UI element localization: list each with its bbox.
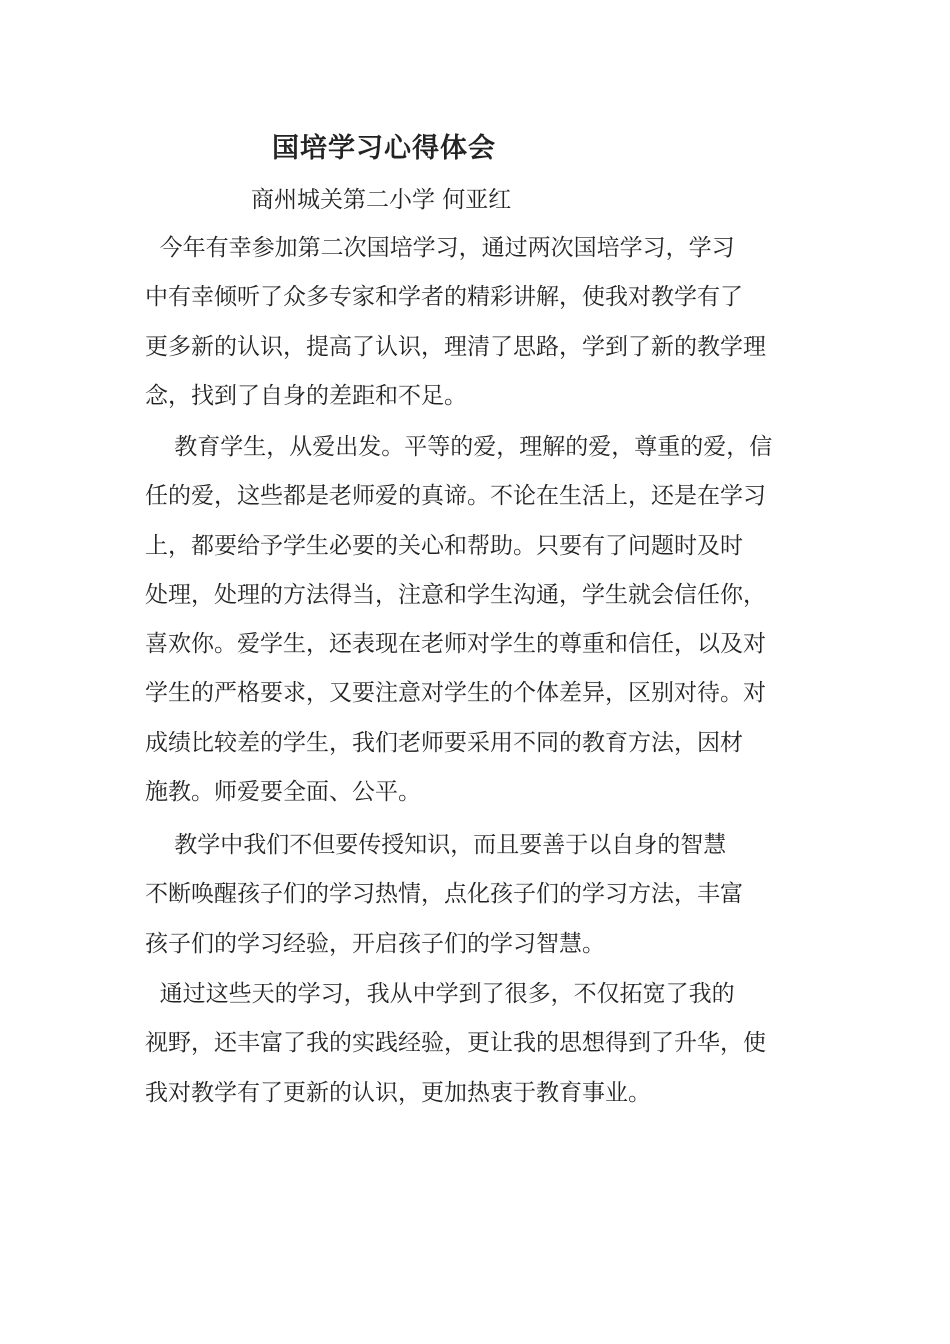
paragraph-1 [145, 224, 810, 421]
paragraph-line: 教学中我们不但要传授知识，而且要善于以自身的智慧 [145, 832, 727, 858]
paragraph-line: 视野，还丰富了我的实践经验，更让我的思想得到了升华，使 [145, 1030, 766, 1057]
paragraph-line: 不断唤醒孩子们的学习热情，点化孩子们的学习方法，丰富 [145, 881, 743, 908]
paragraph-line: 任的爱，这些都是老师爱的真谛。不论在生活上，还是在学习 [145, 483, 766, 510]
paragraph-line: 学生的严格要求，又要注意对学生的个体差异，区别对待。对 [145, 680, 766, 707]
paragraph-2 [145, 423, 810, 817]
paragraph-line: 喜欢你。爱学生，还表现在老师对学生的尊重和信任，以及对 [145, 631, 766, 658]
paragraph-line: 处理，处理的方法得当，注意和学生沟通，学生就会信任你， [145, 581, 766, 608]
paragraph-line: 孩子们的学习经验，开启孩子们的学习智慧。 [145, 930, 605, 957]
paragraph-line: 我对教学有了更新的认识，更加热衷于教育事业。 [145, 1079, 651, 1106]
paragraph-line: 通过这些天的学习，我从中学到了很多，不仅拓宽了我的 [145, 981, 735, 1007]
paragraph-line: 中有幸倾听了众多专家和学者的精彩讲解，使我对教学有了 [145, 284, 743, 311]
paragraph-line: 更多新的认识，提高了认识，理清了思路，学到了新的教学理 [145, 333, 766, 360]
document-title: 国培学习心得体会 [272, 133, 496, 164]
paragraph-line: 成绩比较差的学生，我们老师要采用不同的教育方法，因材 [145, 729, 743, 756]
author-line: 商州城关第二小学 何亚红 [251, 187, 512, 213]
paragraph-line: 施教。师爱要全面、公平。 [145, 779, 421, 806]
paragraph-4 [145, 970, 810, 1118]
paragraph-line: 教育学生，从爱出发。平等的爱，理解的爱，尊重的爱，信 [145, 434, 773, 460]
paragraph-3 [145, 821, 810, 969]
paragraph-line: 今年有幸参加第二次国培学习，通过两次国培学习，学习 [145, 235, 735, 261]
paragraph-line: 念，找到了自身的差距和不足。 [145, 382, 467, 409]
paragraph-line: 上，都要给予学生必要的关心和帮助。只要有了问题时及时 [145, 532, 743, 559]
